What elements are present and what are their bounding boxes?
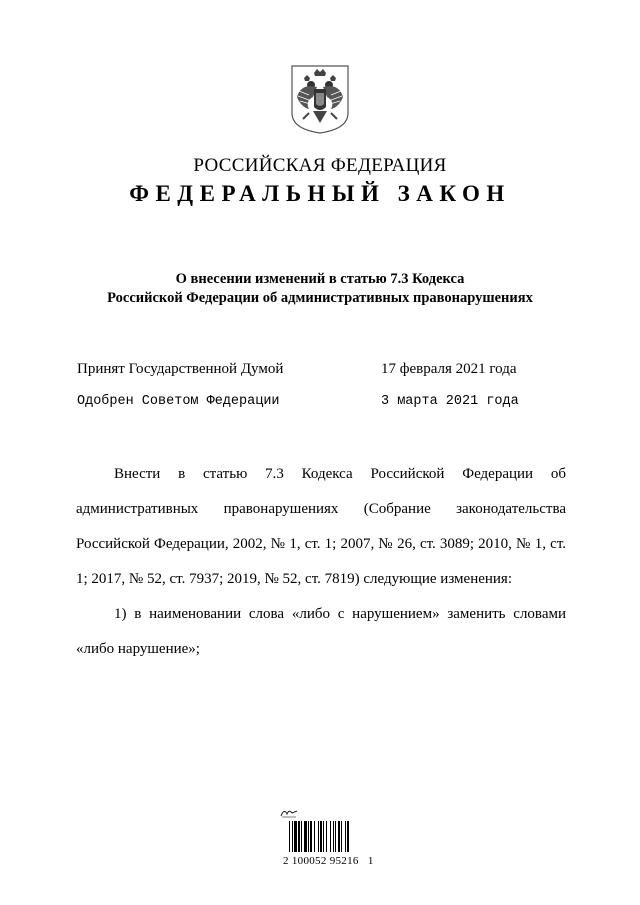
document-type: ФЕДЕРАЛЬНЫЙ ЗАКОН <box>129 181 511 206</box>
barcode-icon <box>289 821 365 852</box>
duma-adoption-date: 17 февраля 2021 года <box>381 361 517 377</box>
barcode-number: 2 100052 95216 1 <box>283 855 374 867</box>
coat-of-arms-icon <box>289 63 351 135</box>
country-name: РОССИЙСКАЯ ФЕДЕРАЦИЯ <box>193 155 447 176</box>
law-title-line-1: О внесении изменений в статью 7.3 Кодекса <box>175 271 465 287</box>
amendment-item-1: 1) в наименовании слова «либо с нарушением» заменить словами «либо нарушение»; <box>76 606 566 657</box>
intro-paragraph: Внести в статью 7.3 Кодекса Российской Федерации об административных правонарушениях (Собрание законодательства Российской Федерации, 2002, № 1, ст. 1; 2007, № 26, ст. 3089; 2010, № 1, ст. 1; 2017, № 52, ст. 7937; 2019, № 52, ст. 7819) следующие изменения: <box>76 466 566 587</box>
law-body <box>76 457 566 667</box>
duma-adoption-label: Принят Государственной Думой <box>77 361 284 377</box>
council-approval-date: 3 марта 2021 года <box>381 394 519 409</box>
signature-mark <box>279 806 299 818</box>
law-title <box>0 270 640 308</box>
law-title-line-2: Российской Федерации об административных правонарушениях <box>107 290 533 306</box>
council-approval-label: Одобрен Советом Федерации <box>77 394 280 409</box>
